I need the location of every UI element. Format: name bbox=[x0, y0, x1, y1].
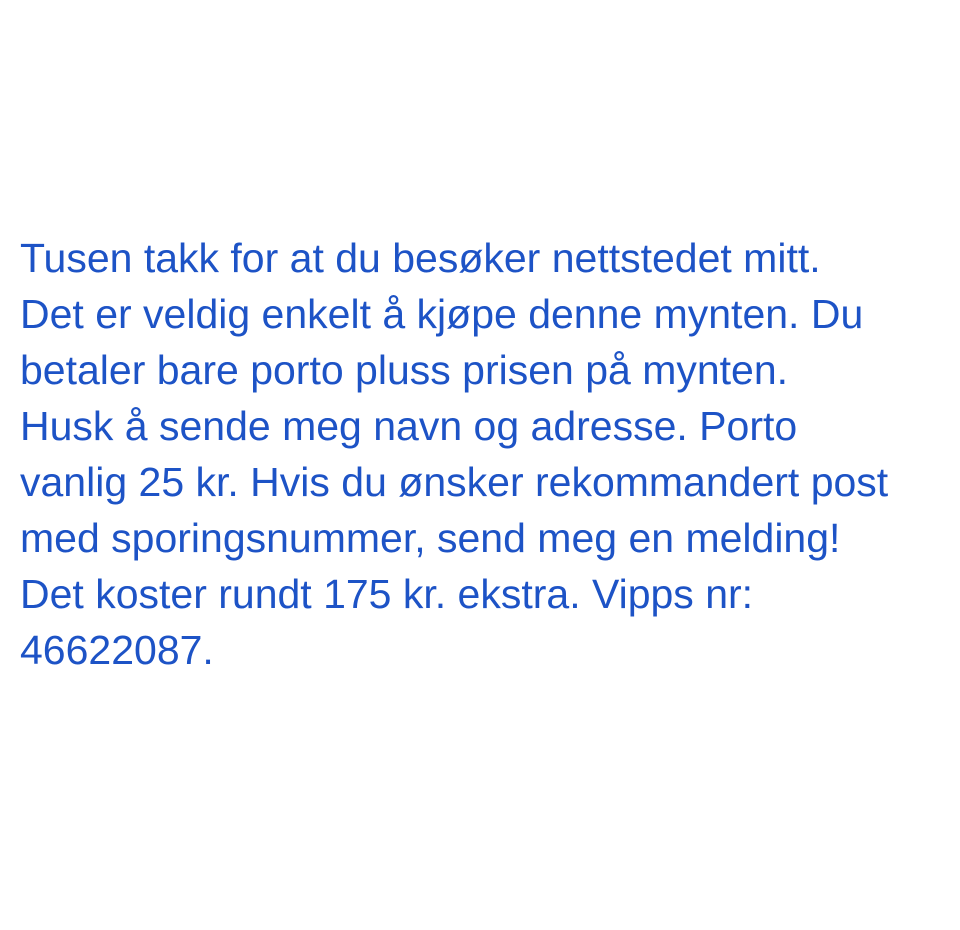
message-text-block bbox=[20, 230, 950, 678]
text-line: Husk å sende meg navn og adresse. Porto bbox=[20, 403, 798, 449]
text-line: Tusen takk for at du besøker nettstedet mitt. bbox=[20, 235, 821, 281]
text-line: med sporingsnummer, send meg en melding! bbox=[20, 515, 841, 561]
text-line: Det koster rundt 175 kr. ekstra. Vipps nr: bbox=[20, 571, 754, 617]
text-line: betaler bare porto pluss prisen på mynten. bbox=[20, 347, 789, 393]
text-line: 46622087. bbox=[20, 627, 214, 673]
text-line: Det er veldig enkelt å kjøpe denne mynten. Du bbox=[20, 291, 864, 337]
text-line: vanlig 25 kr. Hvis du ønsker rekommandert post bbox=[20, 459, 889, 505]
